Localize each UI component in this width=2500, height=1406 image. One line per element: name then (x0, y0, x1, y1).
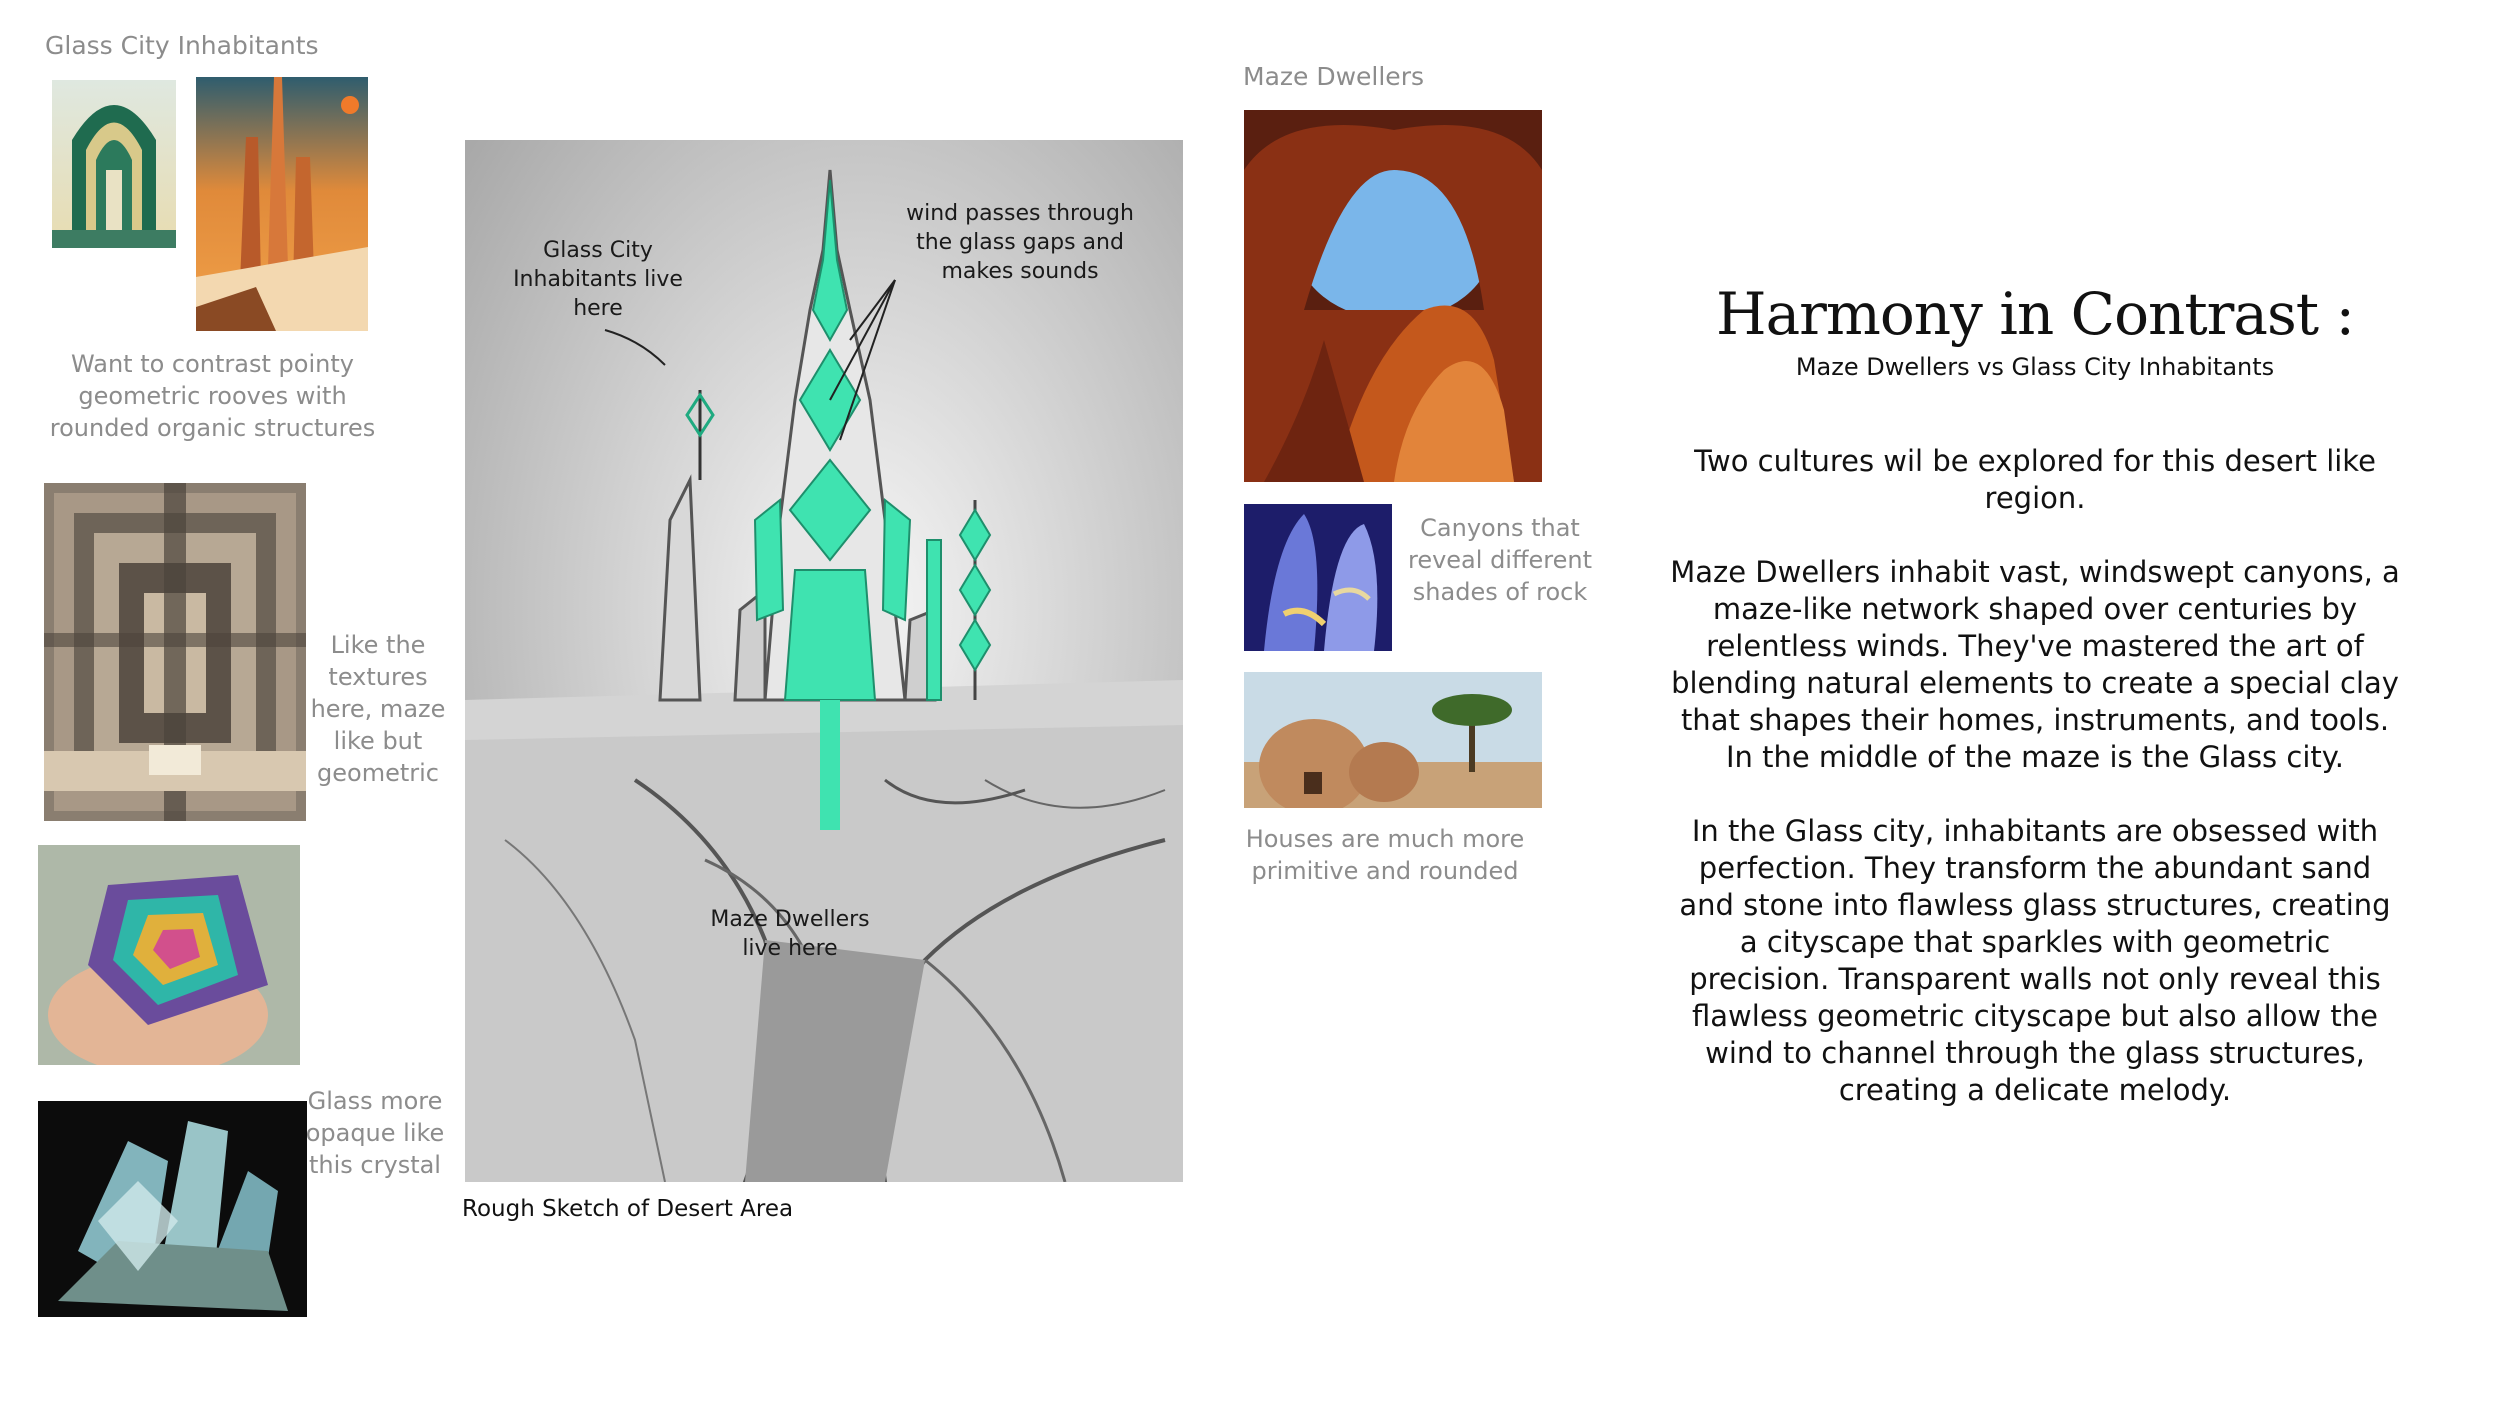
crystal-note: Glass more opaque like this crystal (305, 1087, 445, 1179)
contrast-note: Want to contrast pointy geometric rooves with rounded organic structures (49, 350, 376, 442)
annotation-maze-dwellers: Maze Dwellers live here (710, 907, 870, 961)
primitive-houses-image (1244, 672, 1542, 808)
orange-skyscraper-image (196, 77, 368, 331)
bismuth-crystal-image (38, 845, 300, 1065)
paragraph-maze-dwellers: Maze Dwellers inhabit vast, windswept canyons, a maze-like network shaped over centuries by relentless winds. They've mastered the art of blending natural elements to create a special clay that shapes their homes, instruments, and tools. In the middle of the maze is the Glass city. (1670, 555, 2400, 774)
paragraph-glass-city: In the Glass city, inhabitants are obsessed with perfection. They transform the abundant sand and stone into flawless glass structures, creating a cityscape that sparkles with geometric precision. Transparent walls not only reveal this flawless geometric cityscape but also allow the wind to channel through the glass structures, creating a delicate melody. (1679, 814, 2391, 1107)
page-title: Harmony in Contrast : (1715, 280, 2354, 348)
annotation-wind: wind passes through the glass gaps and makes sounds (906, 201, 1134, 284)
blue-rock-image (1244, 504, 1392, 651)
page-subtitle: Maze Dwellers vs Glass City Inhabitants (1795, 353, 2275, 381)
glass-city-heading: Glass City Inhabitants (45, 31, 319, 60)
canyon-note: Canyons that reveal different shades of rock (1407, 514, 1592, 606)
houses-note: Houses are much more primitive and rounded (1245, 825, 1525, 885)
description (1670, 443, 2400, 1146)
aquamarine-crystal-image (38, 1101, 307, 1317)
art-deco-arch-image (52, 80, 176, 248)
texture-note: Like the textures here, maze like but geometric (310, 631, 446, 787)
paragraph-intro: Two cultures wil be explored for this desert like region. (1694, 444, 2376, 515)
sketch-caption: Rough Sketch of Desert Area (462, 1196, 794, 1222)
antelope-canyon-image (1244, 110, 1542, 482)
annotation-glass-city: Glass City Inhabitants live here (513, 238, 683, 321)
maze-dwellers-heading: Maze Dwellers (1243, 62, 1424, 91)
geometric-texture-image (44, 483, 306, 821)
